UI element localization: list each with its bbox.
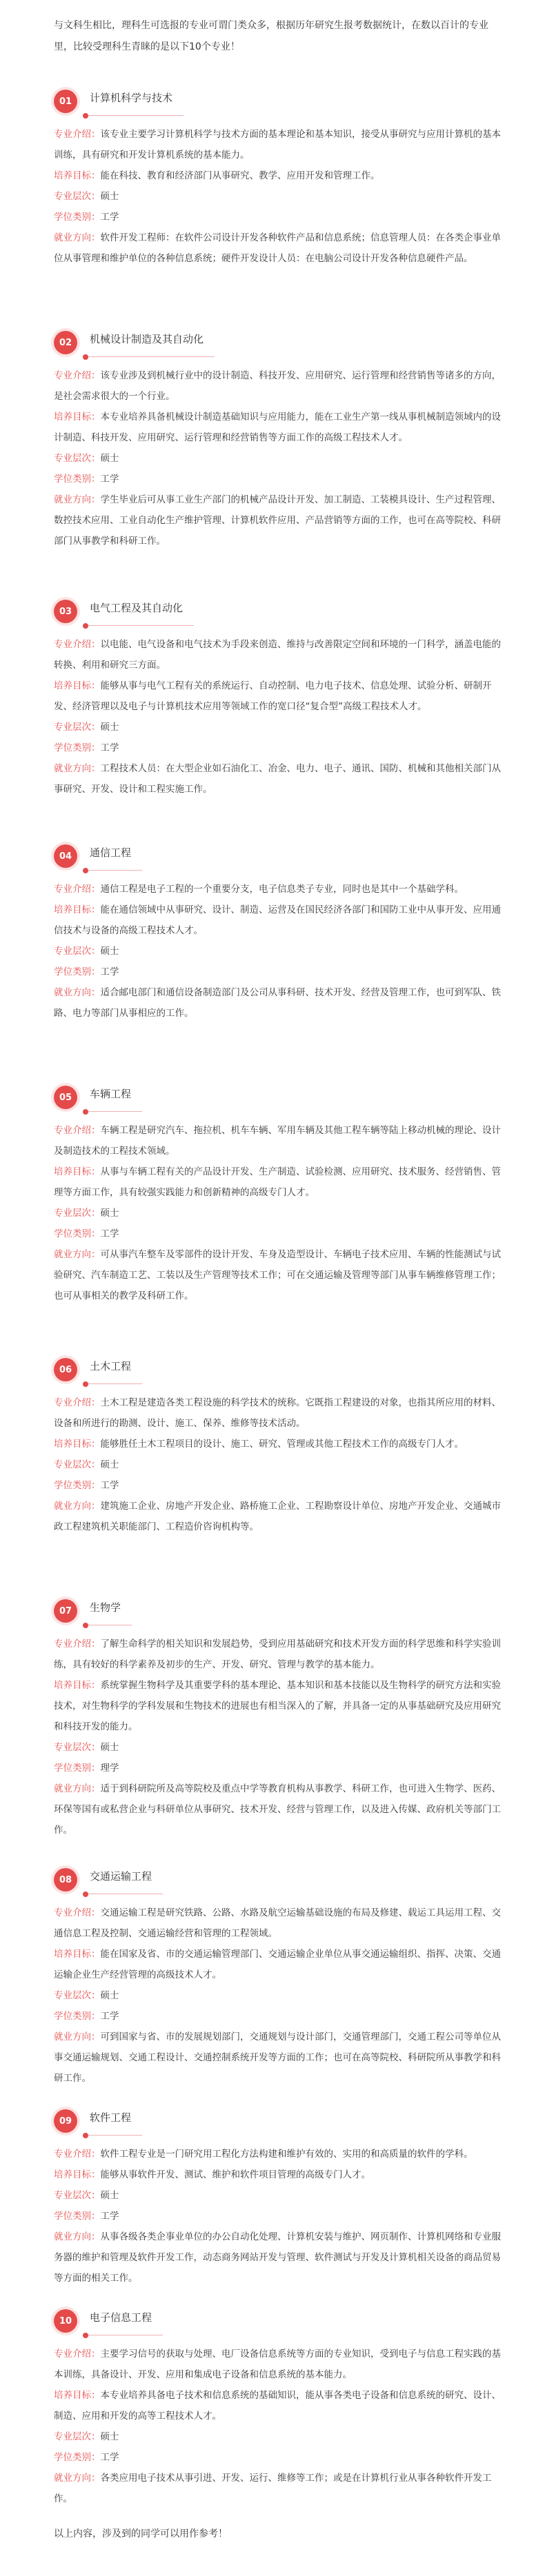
major-heading bbox=[54, 2302, 501, 2344]
info-row bbox=[54, 1675, 501, 1737]
info-row bbox=[54, 1737, 501, 1758]
number-badge: 04 bbox=[54, 844, 77, 868]
row-label: 培养目标： bbox=[54, 2390, 101, 2401]
row-value: 硕士 bbox=[100, 946, 119, 957]
info-row bbox=[54, 1244, 501, 1306]
major-section bbox=[54, 1351, 501, 1537]
number-badge: 09 bbox=[54, 2109, 77, 2133]
info-row bbox=[54, 1634, 501, 1675]
underline-dot bbox=[83, 2133, 88, 2138]
underline-dot bbox=[83, 1381, 88, 1387]
row-label: 专业层次： bbox=[54, 946, 101, 957]
info-row bbox=[54, 489, 501, 551]
row-value: 建筑施工企业、房地产开发企业、路桥施工企业、工程勘察设计单位、房地产开发企业、交通城市政工程建筑机关职能部门、工程造价咨询机构等。 bbox=[54, 1501, 501, 1532]
info-row bbox=[54, 1758, 501, 1778]
underline-rule bbox=[88, 115, 184, 116]
underline-rule bbox=[88, 2135, 142, 2136]
row-value: 本专业培养具备电子技术和信息系统的基础知识，能从事各类电子设备和信息系统的研究、设计、制造、应用和开发的高等工程技术人才。 bbox=[54, 2390, 501, 2422]
row-label: 培养目标： bbox=[54, 1439, 101, 1450]
row-label: 就业方向： bbox=[54, 763, 101, 774]
row-value: 从事各级各类企事业单位的办公自动化处理、计算机安装与维护、网页制作、计算机网络和专业服务器的维护和管理及软件开发工作，动态商务网站开发与管理、软件测试与开发及计算机相关设备的商品贸易等方面的相关工作。 bbox=[54, 2231, 501, 2284]
info-row bbox=[54, 2164, 501, 2185]
underline-rule bbox=[88, 1383, 142, 1384]
major-section bbox=[54, 2102, 501, 2289]
major-heading bbox=[54, 324, 501, 365]
info-row bbox=[54, 186, 501, 207]
row-label: 就业方向： bbox=[54, 2473, 101, 2484]
underline-rule bbox=[88, 1111, 142, 1112]
info-row bbox=[54, 2227, 501, 2289]
row-value: 硕士 bbox=[100, 1990, 119, 2001]
info-row bbox=[54, 1496, 501, 1537]
row-label: 专业介绍： bbox=[54, 639, 101, 650]
info-row bbox=[54, 207, 501, 227]
info-row bbox=[54, 758, 501, 800]
major-heading bbox=[54, 1351, 501, 1392]
row-label: 培养目标： bbox=[54, 170, 101, 181]
row-label: 专业层次： bbox=[54, 722, 101, 733]
row-label: 就业方向： bbox=[54, 987, 101, 998]
underline-dot bbox=[83, 868, 88, 873]
info-row bbox=[54, 2344, 501, 2385]
row-label: 专业层次： bbox=[54, 1742, 101, 1753]
row-label: 专业层次： bbox=[54, 2431, 101, 2442]
info-row bbox=[54, 407, 501, 448]
major-section bbox=[54, 1861, 501, 2089]
underline-rule bbox=[88, 625, 194, 626]
major-title: 电气工程及其自动化 bbox=[90, 602, 184, 614]
info-row bbox=[54, 1203, 501, 1224]
row-value: 硕士 bbox=[100, 453, 119, 464]
row-value: 能够从事软件开发、测试、维护和软件项目管理的高级专门人才。 bbox=[100, 2169, 370, 2180]
row-value: 硕士 bbox=[100, 1742, 119, 1753]
major-title: 软件工程 bbox=[90, 2111, 132, 2124]
major-heading bbox=[54, 2102, 501, 2144]
major-section bbox=[54, 2302, 501, 2509]
row-value: 该专业主要学习计算机科学与技术方面的基本理论和基本知识，接受从事研究与应用计算机的基本训练，具有研究和开发计算机系统的基本能力。 bbox=[54, 129, 501, 161]
row-value: 硕士 bbox=[100, 2431, 119, 2442]
row-label: 学位类别： bbox=[54, 2452, 101, 2463]
row-label: 专业介绍： bbox=[54, 884, 101, 895]
info-row bbox=[54, 2144, 501, 2164]
row-value: 工学 bbox=[100, 1480, 119, 1491]
info-row bbox=[54, 634, 501, 676]
row-label: 培养目标： bbox=[54, 680, 101, 691]
row-label: 专业层次： bbox=[54, 191, 101, 202]
row-value: 能够胜任土木工程项目的设计、施工、研究、管理或其他工程技术工作的高级专门人才。 bbox=[100, 1439, 464, 1450]
info-row bbox=[54, 2385, 501, 2426]
row-value: 本专业培养具备机械设计制造基础知识与应用能力，能在工业生产第一线从事机械制造领域内的设计制造、科技开发、应用研究、运行管理和经营销售等方面工作的高级工程技术人才。 bbox=[54, 412, 501, 443]
row-value: 理学 bbox=[100, 1763, 119, 1774]
info-row bbox=[54, 2006, 501, 2027]
row-value: 车辆工程是研究汽车、拖拉机、机车车辆、军用车辆及其他工程车辆等陆上移动机械的理论、设计及制造技术的工程技术领域。 bbox=[54, 1125, 501, 1157]
info-row bbox=[54, 2426, 501, 2447]
major-heading bbox=[54, 1861, 501, 1903]
row-label: 专业介绍： bbox=[54, 2149, 101, 2160]
major-section bbox=[54, 1079, 501, 1306]
info-row bbox=[54, 1944, 501, 1985]
info-row bbox=[54, 738, 501, 758]
info-row bbox=[54, 448, 501, 469]
row-value: 能在科技、教育和经济部门从事研究、教学、应用开发和管理工作。 bbox=[100, 170, 380, 181]
row-value: 工学 bbox=[100, 2211, 119, 2222]
info-row bbox=[54, 900, 501, 941]
major-heading bbox=[54, 1079, 501, 1120]
major-section bbox=[54, 838, 501, 1024]
row-label: 学位类别： bbox=[54, 2211, 101, 2222]
row-value: 学生毕业后可从事工业生产部门的机械产品设计开发、加工制造、工装模具设计、生产过程管理、数控技术应用、工业自动化生产维护管理、计算机软件应用、产品营销等方面的工作，也可在高等院校、科研部门从事教学和科研工作。 bbox=[54, 494, 501, 547]
row-value: 工学 bbox=[100, 1228, 119, 1239]
row-value: 了解生命科学的相关知识和发展趋势，受到应用基础研究和技术开发方面的科学思维和科学实验训练，具有较好的科学素养及初步的生产、开发、研究、管理与教学的基本能力。 bbox=[54, 1639, 501, 1670]
major-heading bbox=[54, 83, 501, 124]
major-title: 计算机科学与技术 bbox=[90, 92, 173, 104]
underline-dot bbox=[83, 113, 88, 119]
row-label: 专业层次： bbox=[54, 1990, 101, 2001]
info-row bbox=[54, 2447, 501, 2468]
underline-dot bbox=[83, 354, 88, 360]
row-value: 能够从事与电气工程有关的系统运行、自动控制、电力电子技术、信息处理、试验分析、研制开发、经济管理以及电子与计算机技术应用等领域工作的宽口径“复合型”高级工程技术人才。 bbox=[54, 680, 492, 712]
row-label: 学位类别： bbox=[54, 2011, 101, 2022]
info-row bbox=[54, 2185, 501, 2206]
info-row bbox=[54, 1903, 501, 1944]
number-badge: 01 bbox=[54, 90, 77, 113]
intro-paragraph: 与文科生相比，理科生可选报的专业可谓门类众多，根据历年研究生报考数据统计，在数以百计的专业里，比较受理科生青睐的是以下10个专业！ bbox=[54, 20, 488, 52]
row-value: 能在通信领域中从事研究、设计、制造、运营及在国民经济各部门和国防工业中从事开发、应用通信技术与设备的高级工程技术人才。 bbox=[54, 904, 501, 936]
row-value: 硕士 bbox=[100, 1459, 119, 1470]
row-label: 培养目标： bbox=[54, 904, 101, 915]
row-label: 专业介绍： bbox=[54, 1125, 101, 1136]
row-label: 专业介绍： bbox=[54, 1907, 101, 1918]
row-label: 学位类别： bbox=[54, 1228, 101, 1239]
major-section bbox=[54, 83, 501, 269]
row-label: 学位类别： bbox=[54, 1763, 101, 1774]
info-row bbox=[54, 1120, 501, 1162]
underline-rule bbox=[88, 356, 215, 357]
major-title: 机械设计制造及其自动化 bbox=[90, 333, 204, 345]
row-label: 学位类别： bbox=[54, 1480, 101, 1491]
info-row bbox=[54, 1454, 501, 1475]
info-row bbox=[54, 676, 501, 717]
major-title: 车辆工程 bbox=[90, 1088, 132, 1100]
info-row bbox=[54, 1475, 501, 1496]
row-value: 硕士 bbox=[100, 722, 119, 733]
row-value: 适合邮电部门和通信设备制造部门及公司从事科研、技术开发、经营及管理工作，也可到军队、铁路、电力等部门从事相应的工作。 bbox=[54, 987, 501, 1019]
row-label: 专业介绍： bbox=[54, 129, 101, 140]
info-row bbox=[54, 1778, 501, 1840]
row-label: 就业方向： bbox=[54, 2231, 101, 2242]
row-value: 工学 bbox=[100, 966, 119, 977]
number-badge: 03 bbox=[54, 600, 77, 623]
row-value: 软件工程专业是一门研究用工程化方法构建和维护有效的、实用的和高质量的软件的学科。 bbox=[100, 2149, 473, 2160]
row-label: 学位类别： bbox=[54, 742, 101, 753]
row-label: 专业层次： bbox=[54, 1459, 101, 1470]
major-title: 通信工程 bbox=[90, 846, 132, 859]
major-title: 土木工程 bbox=[90, 1360, 132, 1372]
major-section bbox=[54, 324, 501, 551]
info-row bbox=[54, 982, 501, 1024]
number-badge: 07 bbox=[54, 1599, 77, 1623]
info-row bbox=[54, 469, 501, 489]
row-label: 学位类别： bbox=[54, 474, 101, 485]
info-row bbox=[54, 2468, 501, 2509]
row-value: 能在国家及省、市的交通运输管理部门、交通运输企业单位从事交通运输组织、指挥、决策、交通运输企业生产经营管理的高级技术人才。 bbox=[54, 1949, 501, 1980]
row-value: 系统掌握生物科学及其重要学科的基本理论、基本知识和基本技能以及生物科学的研究方法和实验技术，对生物科学的学科发展和生物技术的进展也有相当深入的了解，并具备一定的从事基础研究及应用研究和科技开发的能力。 bbox=[54, 1680, 501, 1732]
info-row bbox=[54, 879, 501, 900]
row-value: 可从事汽车整车及零部件的设计开发、车身及造型设计、车辆电子技术应用、车辆的性能测试与试验研究、汽车制造工艺、工装以及生产管理等技术工作；可在交通运输及管理等部门从事车辆维修管理工作；也可从事相关的教学及科研工作。 bbox=[54, 1249, 501, 1301]
row-value: 以电能、电气设备和电气技术为手段来创造、维持与改善限定空间和环境的一门科学，涵盖电能的转换、利用和研究三方面。 bbox=[54, 639, 501, 671]
row-label: 专业层次： bbox=[54, 2190, 101, 2201]
info-row bbox=[54, 1162, 501, 1203]
info-row bbox=[54, 2027, 501, 2089]
underline-dot bbox=[83, 1109, 88, 1115]
row-value: 该专业涉及到机械行业中的设计制造、科技开发、应用研究、运行管理和经营销售等诸多的方向，是社会需求很大的一个行业。 bbox=[54, 370, 501, 402]
row-value: 硕士 bbox=[100, 2190, 119, 2201]
info-row bbox=[54, 1392, 501, 1434]
major-heading bbox=[54, 1592, 501, 1634]
info-row bbox=[54, 1985, 501, 2006]
underline-dot bbox=[83, 1892, 88, 1897]
number-badge: 06 bbox=[54, 1358, 77, 1381]
row-label: 学位类别： bbox=[54, 212, 101, 223]
major-heading bbox=[54, 593, 501, 634]
row-label: 专业介绍： bbox=[54, 2349, 101, 2360]
row-value: 通信工程是电子工程的一个重要分支，电子信息类子专业，同时也是其中一个基础学科。 bbox=[100, 884, 464, 895]
info-row bbox=[54, 962, 501, 982]
info-row bbox=[54, 365, 501, 407]
row-label: 培养目标： bbox=[54, 412, 101, 423]
row-value: 工学 bbox=[100, 742, 119, 753]
row-value: 工学 bbox=[100, 212, 119, 223]
row-value: 交通运输工程是研究铁路、公路、水路及航空运输基础设施的布局及修建、载运工具运用工程、交通信息工程及控制、交通运输经营和管理的工程领域。 bbox=[54, 1907, 501, 1939]
row-label: 专业介绍： bbox=[54, 1397, 101, 1408]
row-value: 各类应用电子技术从事引进、开发、运行、维修等工作；或是在计算机行业从事各种软件开发工作。 bbox=[54, 2473, 492, 2504]
row-label: 就业方向： bbox=[54, 232, 101, 243]
major-title: 电子信息工程 bbox=[90, 2311, 152, 2324]
major-section bbox=[54, 593, 501, 800]
major-title: 生物学 bbox=[90, 1601, 121, 1614]
row-value: 土木工程是建造各类工程设施的科学技术的统称。它既指工程建设的对象，也指其所应用的材料、设备和所进行的勘测、设计、施工、保养、维修等技术活动。 bbox=[54, 1397, 501, 1429]
underline-dot bbox=[83, 2333, 88, 2338]
underline-dot bbox=[83, 623, 88, 629]
row-label: 培养目标： bbox=[54, 1680, 101, 1691]
number-badge: 08 bbox=[54, 1868, 77, 1892]
underline-dot bbox=[83, 1623, 88, 1628]
row-label: 就业方向： bbox=[54, 1501, 101, 1512]
row-label: 就业方向： bbox=[54, 1783, 101, 1794]
row-value: 工学 bbox=[100, 2011, 119, 2022]
row-label: 专业介绍： bbox=[54, 1639, 101, 1650]
number-badge: 02 bbox=[54, 331, 77, 354]
row-label: 专业介绍： bbox=[54, 370, 101, 381]
row-value: 工程技术人员：在大型企业如石油化工、冶金、电力、电子、通讯、国防、机械和其他相关部门从事研究、开发、设计和工程实施工作。 bbox=[54, 763, 501, 795]
outro-paragraph: 以上内容，涉及到的同学可以用作参考！ bbox=[54, 2528, 228, 2539]
major-section bbox=[54, 1592, 501, 1840]
number-badge: 10 bbox=[54, 2309, 77, 2333]
row-value: 主要学习信号的获取与处理、电厂设备信息系统等方面的专业知识，受到电子与信息工程实践的基本训练，具备设计、开发、应用和集成电子设备和信息系统的基本能力。 bbox=[54, 2349, 501, 2380]
major-heading bbox=[54, 838, 501, 879]
row-label: 专业层次： bbox=[54, 1208, 101, 1219]
info-row bbox=[54, 941, 501, 962]
row-label: 培养目标： bbox=[54, 1166, 101, 1177]
row-value: 适于到科研院所及高等院校及重点中学等教育机构从事教学、科研工作，也可进入生物学、医药、环保等国有或私营企业与科研单位从事研究、技术开发、经营与管理工作，以及进入传媒、政府机关等部门工作。 bbox=[54, 1783, 501, 1836]
row-label: 培养目标： bbox=[54, 1949, 101, 1960]
row-value: 可到国家与省、市的发展规划部门，交通规划与设计部门，交通管理部门，交通工程公司等单位从事交通运输规划、交通工程设计、交通控制系统开发等方面的工作；也可在高等院校、科研院所从事教学和科研工作。 bbox=[54, 2031, 501, 2084]
row-value: 从事与车辆工程有关的产品设计开发、生产制造、试验检测、应用研究、技术服务、经营销售、管理等方面工作，具有较强实践能力和创新精神的高级专门人才。 bbox=[54, 1166, 501, 1198]
row-label: 就业方向： bbox=[54, 494, 101, 505]
info-row bbox=[54, 227, 501, 269]
info-row bbox=[54, 124, 501, 165]
info-row bbox=[54, 165, 501, 186]
info-row bbox=[54, 2206, 501, 2227]
row-label: 学位类别： bbox=[54, 966, 101, 977]
row-label: 就业方向： bbox=[54, 2031, 101, 2042]
underline-rule bbox=[88, 870, 142, 871]
row-value: 工学 bbox=[100, 2452, 119, 2463]
row-label: 专业层次： bbox=[54, 453, 101, 464]
row-label: 培养目标： bbox=[54, 2169, 101, 2180]
row-label: 就业方向： bbox=[54, 1249, 101, 1260]
row-value: 软件开发工程师：在软件公司设计开发各种软件产品和信息系统；信息管理人员：在各类企事业单位从事管理和维护单位的各种信息系统；硬件开发设计人员：在电脑公司设计开发各种信息硬件产品。 bbox=[54, 232, 501, 264]
major-title: 交通运输工程 bbox=[90, 1870, 152, 1883]
info-row bbox=[54, 1434, 501, 1454]
row-value: 硕士 bbox=[100, 191, 119, 202]
number-badge: 05 bbox=[54, 1086, 77, 1109]
info-row bbox=[54, 717, 501, 738]
row-value: 硕士 bbox=[100, 1208, 119, 1219]
row-value: 工学 bbox=[100, 474, 119, 485]
info-row bbox=[54, 1224, 501, 1244]
